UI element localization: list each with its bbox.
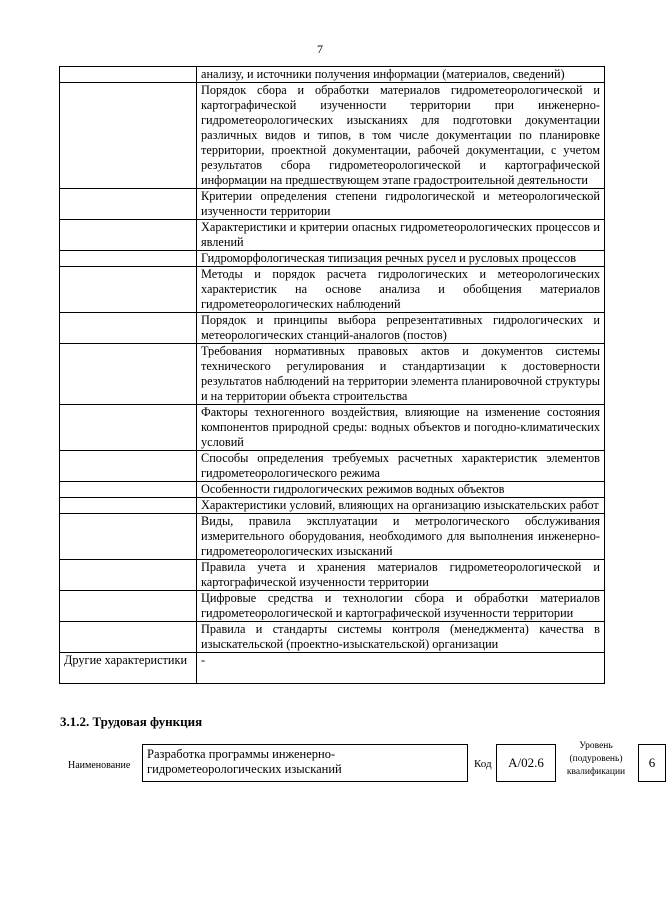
knowledge-item: Факторы техногенного воздействия, влияющие на изменение состояния компонентов природной среды: водных объектов и погодно-климатических условий: [197, 405, 605, 451]
left-cell: [60, 591, 197, 622]
table-row: [60, 482, 605, 498]
table-row: [60, 560, 605, 591]
labor-function-block: [60, 741, 656, 784]
knowledge-item: Способы определения требуемых расчетных характеристик элементов гидрометеорологического режима: [197, 451, 605, 482]
left-cell: [60, 313, 197, 344]
left-cell: [60, 560, 197, 591]
table-row: [60, 251, 605, 267]
table-row: [60, 591, 605, 622]
left-cell: [60, 67, 197, 83]
other-characteristics-label: Другие характеристики: [60, 653, 197, 684]
name-label: Наименование: [68, 760, 131, 771]
section-title: 3.1.2. Трудовая функция: [60, 714, 203, 729]
knowledge-item: Особенности гидрологических режимов водных объектов: [197, 482, 605, 498]
page-number: 7: [317, 42, 323, 56]
table-row: [60, 514, 605, 560]
table-row: [60, 498, 605, 514]
table-row: [60, 67, 605, 83]
table-row: [60, 451, 605, 482]
knowledge-item: Характеристики условий, влияющих на организацию изыскательских работ: [197, 498, 605, 514]
knowledge-item: Гидроморфологическая типизация речных русел и русловых процессов: [197, 251, 605, 267]
knowledge-item: Методы и порядок расчета гидрологических и метеорологических характеристик на основе анализа и обобщения материалов гидрометеорологических наблюдений: [197, 267, 605, 313]
left-cell: [60, 498, 197, 514]
left-cell: [60, 251, 197, 267]
knowledge-item: анализу, и источники получения информации (материалов, сведений): [197, 67, 605, 83]
qualification-level-label: Уровень (подуровень) квалификации: [566, 741, 626, 777]
knowledge-item: Цифровые средства и технологии сбора и обработки материалов гидрометеорологической и картографической изученности территории: [197, 591, 605, 622]
left-cell: [60, 189, 197, 220]
other-characteristics-value: -: [197, 653, 605, 684]
table-row: [60, 267, 605, 313]
name-value: Разработка программы инженерно-гидрометеорологических изысканий: [142, 744, 468, 782]
table-row: [60, 405, 605, 451]
code-value: А/02.6: [496, 744, 556, 782]
left-cell: [60, 514, 197, 560]
left-cell: [60, 622, 197, 653]
knowledge-item: Порядок и принципы выбора репрезентативных гидрологических и метеорологических станций-аналогов (постов): [197, 313, 605, 344]
knowledge-item: Характеристики и критерии опасных гидрометеорологических процессов и явлений: [197, 220, 605, 251]
left-cell: [60, 344, 197, 405]
left-cell: [60, 482, 197, 498]
other-characteristics-row: [60, 653, 605, 684]
knowledge-item: Правила учета и хранения материалов гидрометеорологической и картографической изученности территории: [197, 560, 605, 591]
table-row: [60, 83, 605, 189]
qualification-level-value: 6: [638, 744, 666, 782]
left-cell: [60, 220, 197, 251]
table-row: [60, 220, 605, 251]
table-row: [60, 622, 605, 653]
knowledge-item: Порядок сбора и обработки материалов гидрометеорологической и картографической изученности территории при инженерно-гидрометеорологических изысканиях для подготовки документации различных видов и типов, в том числе документации по планировке территории, проектной документации, рабочей документации, с учетом результатов сбора гидрометеорологической и картографической информации на предшествующем этапе градостроительной деятельности: [197, 83, 605, 189]
left-cell: [60, 83, 197, 189]
left-cell: [60, 267, 197, 313]
knowledge-table: [59, 66, 605, 684]
left-cell: [60, 451, 197, 482]
knowledge-item: Правила и стандарты системы контроля (менеджмента) качества в изыскательской (проектно-изыскательской) организации: [197, 622, 605, 653]
left-cell: [60, 405, 197, 451]
knowledge-item: Виды, правила эксплуатации и метрологического обслуживания измерительного оборудования, необходимого для выполнения инженерно-гидрометеорологических изысканий: [197, 514, 605, 560]
knowledge-item: Требования нормативных правовых актов и документов системы технического регулирования и стандартизации к достоверности результатов наблюдений на территории элемента планировочной структуры и на территории объекта строительства: [197, 344, 605, 405]
knowledge-item: Критерии определения степени гидрологической и метеорологической изученности территории: [197, 189, 605, 220]
table-row: [60, 313, 605, 344]
code-label: Код: [474, 758, 492, 770]
table-row: [60, 189, 605, 220]
table-row: [60, 344, 605, 405]
